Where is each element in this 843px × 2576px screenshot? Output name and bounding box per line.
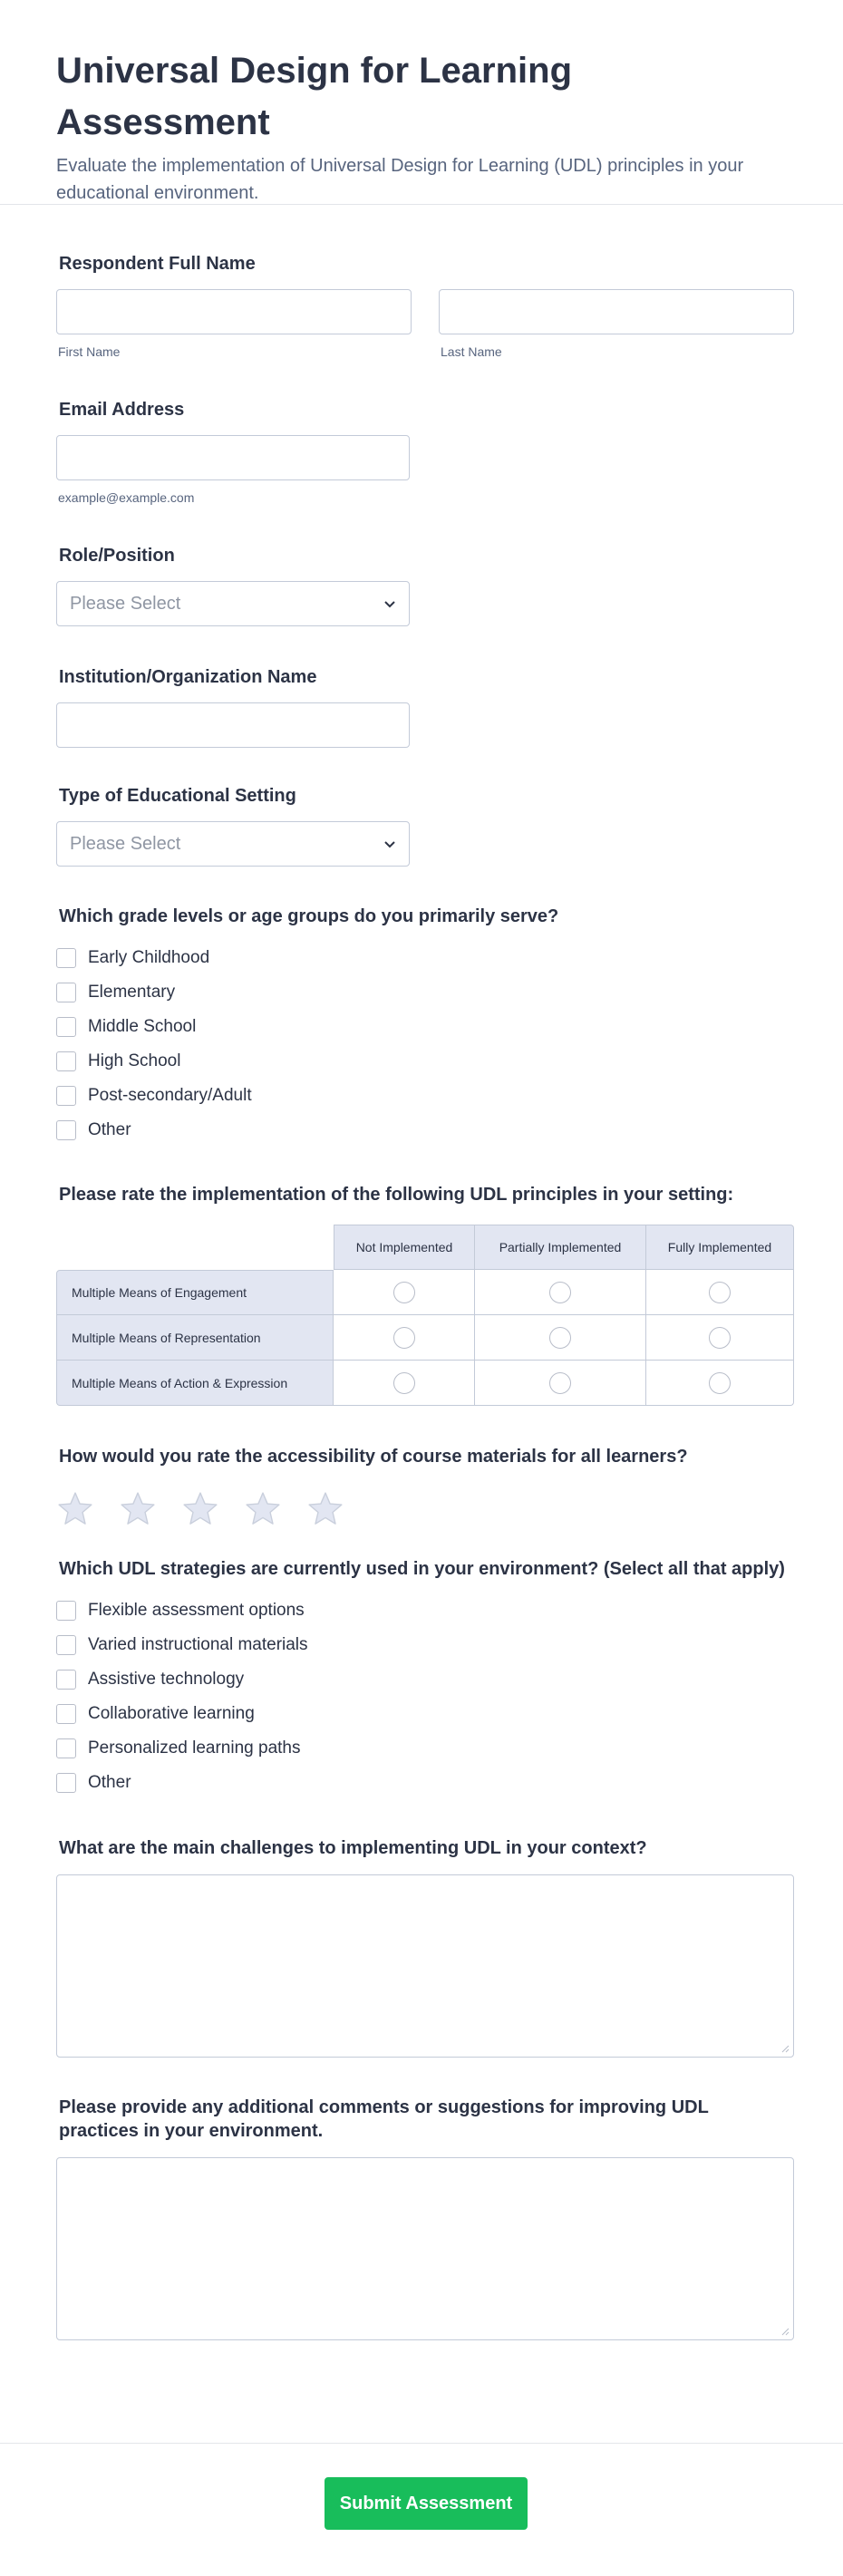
resize-handle-icon[interactable] xyxy=(780,2327,790,2336)
checkbox[interactable] xyxy=(56,1086,76,1106)
matrix-radio[interactable] xyxy=(709,1372,731,1394)
grade-option-early-childhood[interactable] xyxy=(56,941,793,975)
form-header xyxy=(0,0,843,205)
option-label: High School xyxy=(88,1051,181,1070)
option-label: Elementary xyxy=(88,983,176,1002)
checkbox[interactable] xyxy=(56,1635,76,1655)
accessibility-rating-label: How would you rate the accessibility of course materials for all learners? xyxy=(59,1447,688,1467)
institution-field xyxy=(56,665,793,748)
respondent-name-label: Respondent Full Name xyxy=(59,254,256,274)
option-label: Flexible assessment options xyxy=(88,1601,305,1620)
grade-levels-field xyxy=(56,905,793,1148)
option-label: Varied instructional materials xyxy=(88,1635,308,1654)
last-name-sublabel: Last Name xyxy=(441,344,502,359)
checkbox[interactable] xyxy=(56,983,76,1002)
star-rating xyxy=(56,1490,793,1528)
respondent-name-field xyxy=(56,252,793,359)
matrix-cell xyxy=(334,1315,475,1361)
option-label: Personalized learning paths xyxy=(88,1738,301,1758)
grade-option-middle-school[interactable] xyxy=(56,1010,793,1044)
matrix-radio[interactable] xyxy=(709,1282,731,1303)
chevron-down-icon xyxy=(383,597,396,610)
form-footer xyxy=(0,2443,843,2576)
matrix-corner xyxy=(56,1225,334,1270)
udl-matrix-field xyxy=(56,1183,793,1406)
chevron-down-icon xyxy=(383,838,396,850)
checkbox[interactable] xyxy=(56,1773,76,1793)
matrix-col-header: Not Implemented xyxy=(334,1225,475,1270)
matrix-row-label: Multiple Means of Action & Expression xyxy=(56,1361,334,1406)
checkbox[interactable] xyxy=(56,1670,76,1690)
checkbox[interactable] xyxy=(56,1017,76,1037)
star-icon[interactable] xyxy=(181,1490,219,1528)
last-name-input[interactable] xyxy=(439,289,794,334)
star-icon[interactable] xyxy=(306,1490,344,1528)
email-sublabel: example@example.com xyxy=(58,490,195,505)
strategy-option[interactable] xyxy=(56,1593,793,1628)
matrix-radio[interactable] xyxy=(393,1327,415,1349)
matrix-radio[interactable] xyxy=(393,1372,415,1394)
strategy-option[interactable] xyxy=(56,1731,793,1766)
grade-levels-label: Which grade levels or age groups do you primarily serve? xyxy=(59,906,559,926)
star-icon[interactable] xyxy=(119,1490,157,1528)
institution-label: Institution/Organization Name xyxy=(59,667,317,687)
strategy-option[interactable] xyxy=(56,1766,793,1800)
matrix-cell xyxy=(334,1270,475,1315)
matrix-row-label: Multiple Means of Representation xyxy=(56,1315,334,1361)
checkbox[interactable] xyxy=(56,1601,76,1621)
email-input[interactable] xyxy=(56,435,410,480)
matrix-row xyxy=(56,1315,794,1361)
role-label: Role/Position xyxy=(59,546,175,566)
setting-type-select[interactable] xyxy=(56,821,410,867)
first-name-sublabel: First Name xyxy=(58,344,121,359)
institution-input[interactable] xyxy=(56,702,410,748)
matrix-col-header: Fully Implemented xyxy=(646,1225,794,1270)
strategy-option[interactable] xyxy=(56,1628,793,1662)
checkbox[interactable] xyxy=(56,1704,76,1724)
accessibility-rating-field xyxy=(56,1445,793,1528)
checkbox[interactable] xyxy=(56,948,76,968)
option-label: Other xyxy=(88,1120,131,1139)
star-icon[interactable] xyxy=(56,1490,94,1528)
matrix-radio[interactable] xyxy=(549,1372,571,1394)
form-body xyxy=(0,252,843,2340)
udl-matrix-label: Please rate the implementation of the following UDL principles in your setting: xyxy=(59,1185,734,1205)
setting-type-label: Type of Educational Setting xyxy=(59,786,296,806)
resize-handle-icon[interactable] xyxy=(780,2044,790,2053)
grade-option-post-secondary[interactable] xyxy=(56,1079,793,1113)
matrix-cell xyxy=(475,1315,646,1361)
role-select-value: Please Select xyxy=(70,593,181,614)
form-title: Universal Design for Learning Assessment xyxy=(56,51,573,142)
comments-field xyxy=(56,2096,793,2340)
challenges-field xyxy=(56,1836,793,2058)
strategies-label: Which UDL strategies are currently used in your environment? (Select all that apply) xyxy=(59,1559,785,1579)
matrix-radio[interactable] xyxy=(393,1282,415,1303)
grade-option-high-school[interactable] xyxy=(56,1044,793,1079)
matrix-cell xyxy=(334,1361,475,1406)
matrix-col-header: Partially Implemented xyxy=(475,1225,646,1270)
matrix-cell xyxy=(475,1270,646,1315)
option-label: Assistive technology xyxy=(88,1670,245,1689)
checkbox[interactable] xyxy=(56,1120,76,1140)
option-label: Early Childhood xyxy=(88,948,210,967)
grade-levels-options xyxy=(56,941,793,1148)
option-label: Post-secondary/Adult xyxy=(88,1086,252,1105)
strategies-field xyxy=(56,1557,793,1800)
form-subtitle: Evaluate the implementation of Universal Design for Learning (UDL) principles in your educational environment. xyxy=(56,156,744,203)
first-name-input[interactable] xyxy=(56,289,412,334)
role-select[interactable] xyxy=(56,581,410,626)
matrix-cell xyxy=(646,1270,794,1315)
email-label: Email Address xyxy=(59,400,185,420)
strategy-option[interactable] xyxy=(56,1662,793,1697)
checkbox[interactable] xyxy=(56,1738,76,1758)
grade-option-other[interactable] xyxy=(56,1113,793,1148)
submit-button[interactable]: Submit Assessment xyxy=(325,2477,528,2530)
star-icon[interactable] xyxy=(244,1490,282,1528)
challenges-textarea[interactable] xyxy=(56,1874,794,2058)
role-field xyxy=(56,544,793,626)
matrix-row-label: Multiple Means of Engagement xyxy=(56,1270,334,1315)
strategy-option[interactable] xyxy=(56,1697,793,1731)
option-label: Other xyxy=(88,1773,131,1792)
comments-textarea[interactable] xyxy=(56,2157,794,2340)
matrix-row xyxy=(56,1361,794,1406)
checkbox[interactable] xyxy=(56,1051,76,1071)
matrix-cell xyxy=(475,1361,646,1406)
matrix-cell xyxy=(646,1315,794,1361)
matrix-radio[interactable] xyxy=(709,1327,731,1349)
matrix-radio[interactable] xyxy=(549,1282,571,1303)
comments-label: Please provide any additional comments or suggestions for improving UDL practices in your environment. xyxy=(59,2097,709,2141)
strategies-options xyxy=(56,1593,793,1800)
matrix-cell xyxy=(646,1361,794,1406)
setting-type-select-value: Please Select xyxy=(70,833,181,854)
grade-option-elementary[interactable] xyxy=(56,975,793,1010)
matrix-row xyxy=(56,1270,794,1315)
matrix-radio[interactable] xyxy=(549,1327,571,1349)
option-label: Collaborative learning xyxy=(88,1704,255,1723)
setting-type-field xyxy=(56,784,793,867)
challenges-label: What are the main challenges to implementing UDL in your context? xyxy=(59,1838,647,1858)
udl-matrix-table xyxy=(56,1225,794,1406)
email-field xyxy=(56,398,793,505)
option-label: Middle School xyxy=(88,1017,197,1036)
